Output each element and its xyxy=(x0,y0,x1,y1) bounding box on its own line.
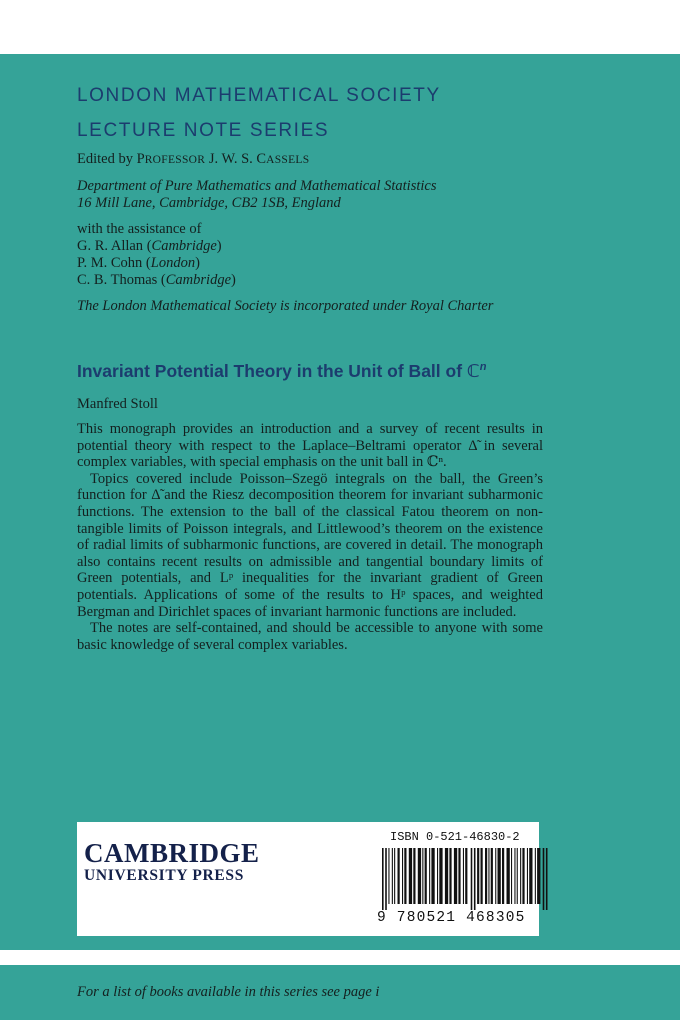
assistant-place: Cambridge xyxy=(151,238,217,254)
barcode-bar xyxy=(511,848,512,904)
barcode-bar xyxy=(495,848,496,904)
series-title-line-2: LECTURE NOTE SERIES xyxy=(77,120,330,141)
assistant-1: G. R. Allan (Cambridge) xyxy=(77,238,222,254)
barcode-bar xyxy=(535,848,536,904)
assistant-place: Cambridge xyxy=(165,272,232,288)
barcode-bar xyxy=(422,848,423,904)
editor-line xyxy=(77,151,309,169)
barcode-bar xyxy=(418,848,421,904)
barcode-bar xyxy=(543,848,545,910)
barcode-bar xyxy=(429,848,430,904)
barcode-bar xyxy=(388,848,389,904)
barcode-bar xyxy=(517,848,518,904)
barcode-bar xyxy=(546,848,548,910)
assistant-place: London xyxy=(150,255,196,271)
barcode-bar xyxy=(425,848,427,904)
editor-address-line-1: Department of Pure Mathematics and Mathematical Statistics xyxy=(77,178,437,194)
barcode-bar xyxy=(409,848,412,904)
assistant-2: P. M. Cohn (London) xyxy=(77,255,200,271)
barcode-bar xyxy=(463,848,464,904)
barcode-bar xyxy=(520,848,521,904)
barcode-bar xyxy=(537,848,540,904)
barcode-bar xyxy=(431,848,434,904)
assistant-3: C. B. Thomas (Cambridge) xyxy=(77,272,236,288)
assistant-name: P. M. Cohn xyxy=(77,255,143,271)
barcode-bar xyxy=(514,848,515,904)
assistance-intro: with the assistance of xyxy=(77,221,202,237)
barcode-bar xyxy=(465,848,467,904)
barcode-bar xyxy=(502,848,504,904)
description-paragraph-2: Topics covered include Poisson–Szegö integrals on the ball, the Green’s function for Δ̃ and the Riesz decomposition theorem for invariant subharmonic functions. The extension to the ball of the classical Fatou theorem on non-tangible limits of Poisson integrals, and Littlewood’s theorem on the existence of radial limits of subharmonic functions, are covered in detail. The monograph also contains recent results on admissible and tangential boundary limits of Green potentials, and Lᵖ inequalities for the invariant gradient of Green potentials. Applications of some of the results to Hᵖ spaces, and weighted Bergman and Dirichlet spaces of invariant harmonic functions are included. xyxy=(77,470,543,620)
barcode-bar xyxy=(439,848,442,904)
book-description xyxy=(77,421,543,653)
footnote: For a list of books available in this series see page i xyxy=(77,984,380,1000)
barcode-bar xyxy=(394,848,395,904)
barcode-bar xyxy=(454,848,457,904)
barcode-bar xyxy=(385,848,387,910)
author-name: Manfred Stoll xyxy=(77,396,158,412)
charter-statement: The London Mathematical Society is incorporated under Royal Charter xyxy=(77,298,494,314)
barcode-bar xyxy=(491,848,493,904)
barcode-bar xyxy=(398,848,400,904)
assistant-name: C. B. Thomas xyxy=(77,272,158,288)
barcode-bar xyxy=(527,848,528,904)
publisher-box xyxy=(77,822,539,936)
isbn-label: ISBN 0-521-46830-2 xyxy=(390,830,520,844)
editor-name-part: P xyxy=(136,151,145,167)
publisher-logo-line-2: UNIVERSITY PRESS xyxy=(84,867,245,884)
editor-address-line-2: 16 Mill Lane, Cambridge, CB2 1SB, England xyxy=(77,195,341,211)
barcode-bar xyxy=(529,848,532,904)
editor-name xyxy=(137,151,310,167)
editor-prefix: Edited by xyxy=(77,151,137,167)
description-paragraph-3: The notes are self-contained, and should be accessible to anyone with some basic knowledge of several complex variables. xyxy=(77,620,543,653)
barcode-bar xyxy=(477,848,479,904)
barcode-icon xyxy=(380,848,606,910)
publisher-logo-line-1: CAMBRIDGE xyxy=(84,838,260,868)
barcode-bar xyxy=(402,848,403,904)
barcode-bar xyxy=(437,848,438,904)
barcode-bar xyxy=(522,848,524,904)
barcode-bar xyxy=(382,848,384,910)
book-title-text: Invariant Potential Theory in the Unit of Ball of ℂ xyxy=(77,361,480,381)
barcode-bar xyxy=(458,848,460,904)
editor-name-part: ASSELS xyxy=(266,154,310,166)
barcode-bar xyxy=(471,848,473,910)
barcode-bar xyxy=(445,848,448,904)
barcode-bar xyxy=(449,848,451,904)
barcode-bar xyxy=(392,848,393,904)
barcode-bar xyxy=(488,848,489,904)
barcode-bar xyxy=(481,848,483,904)
assistant-name: G. R. Allan xyxy=(77,238,144,254)
series-title-line-1: LONDON MATHEMATICAL SOCIETY xyxy=(77,85,441,106)
ean-number: 9 780521 468305 xyxy=(377,910,526,926)
editor-name-part: J. W. S. C xyxy=(205,151,267,167)
book-title xyxy=(77,361,486,382)
barcode-bar xyxy=(507,848,510,904)
book-title-superscript: n xyxy=(479,361,487,374)
barcode-bar xyxy=(474,848,476,910)
barcode-bar xyxy=(404,848,406,904)
editor-name-part: ROFESSOR xyxy=(144,154,206,166)
barcode-bar xyxy=(413,848,415,904)
barcode-bar xyxy=(498,848,501,904)
description-paragraph-1: This monograph provides an introduction and a survey of recent results in potential theory with respect to the Laplace–Beltrami operator Δ̃ in several complex variables, with special emphasis on the unit ball in ℂⁿ. xyxy=(77,421,543,471)
barcode-bar xyxy=(485,848,487,904)
